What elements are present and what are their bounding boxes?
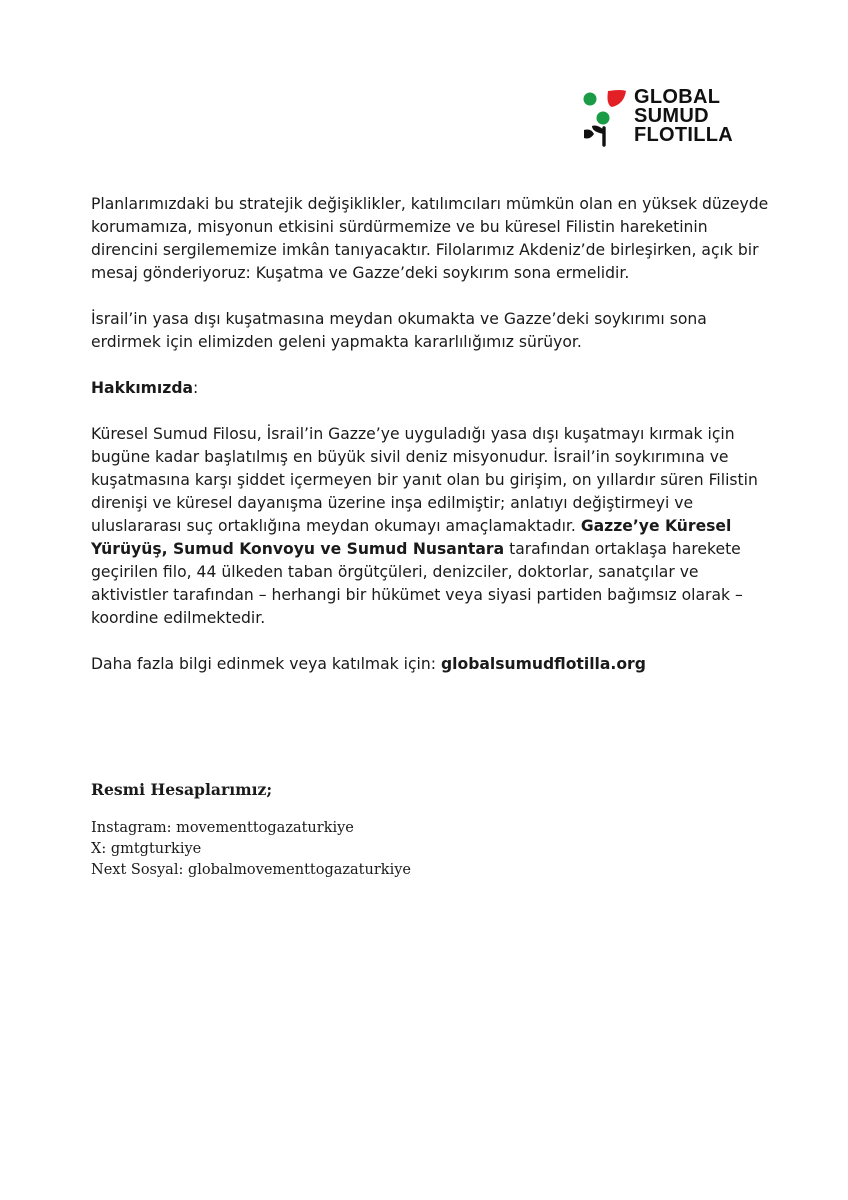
logo-line-sumud: SUMUD: [634, 105, 709, 127]
paragraph-strategy: Planlarımızdaki bu stratejik değişiklikler, katılımcıları mümkün olan en yüksek düzeyde korumamıza, misyonun etkisini sürdürmemize ve bu küresel Filistin hareketinin direncini sergilememize imkân tanıyacaktır. Filolarımız Akdeniz’de birleşirken, açık bir mesaj gönderiyoruz: Kuşatma ve Gazze’deki soykırım sona ermelidir.: [91, 195, 769, 282]
about-heading-label: Hakkımızda: [91, 379, 194, 397]
paragraph-about: [91, 423, 771, 630]
global-sumud-flotilla-logo: [582, 86, 762, 148]
next-sosyal-account: Next Sosyal: globalmovementtogazaturkiye: [91, 862, 411, 878]
about-heading: [91, 377, 771, 400]
about-text-part2: tarafından ortaklaşa harekete geçirilen filo, 44 ülkeden taban örgütçüleri, denizciler, doktorlar, sanatçılar ve aktivistler tarafından – herhangi bir hükümet veya siyasi partiden bağımsız olarak – koordine edilmektedir.: [91, 540, 743, 627]
logo-wordmark: [634, 88, 733, 145]
about-heading-colon: :: [193, 379, 199, 397]
press-release-body: [91, 193, 771, 699]
instagram-account: Instagram: movementtogazaturkiye: [91, 820, 354, 836]
flotilla-tree-icon: [582, 86, 628, 148]
x-account: X: gmtgturkiye: [91, 841, 202, 857]
website-link[interactable]: globalsumudflotilla.org: [440, 655, 646, 673]
logo-line-flotilla: FLOTILLA: [634, 124, 734, 146]
official-accounts-section: [91, 780, 691, 881]
logo-line-global: GLOBAL: [634, 86, 721, 108]
paragraph-more-info: [91, 653, 771, 676]
official-accounts-title: Resmi Hesaplarımız;: [91, 780, 273, 799]
paragraph-commitment: İsrail’in yasa dışı kuşatmasına meydan okumakta ve Gazze’deki soykırımı sona erdirmek için elimizden geleni yapmakta kararlılığımız sürüyor.: [91, 310, 707, 351]
about-text-organizers: Gazze’ye Küresel Yürüyüş, Sumud Konvoyu ve Sumud Nusantara: [91, 517, 732, 558]
more-info-text: Daha fazla bilgi edinmek veya katılmak için:: [91, 655, 441, 673]
about-text-part1: Küresel Sumud Filosu, İsrail’in Gazze’ye uyguladığı yasa dışı kuşatmayı kırmak için bugüne kadar başlatılmış en büyük sivil deniz misyonudur. İsrail’in soykırımına ve kuşatmasına karşı şiddet içermeyen bir yanıt olan bu girişim, on yıllardır süren Filistin direnişi ve küresel dayanışma üzerine inşa edilmiştir; anlatıyı değiştirmeyi ve uluslararası suç ortaklığına meydan okumayı amaçlamaktadır.: [91, 425, 758, 535]
